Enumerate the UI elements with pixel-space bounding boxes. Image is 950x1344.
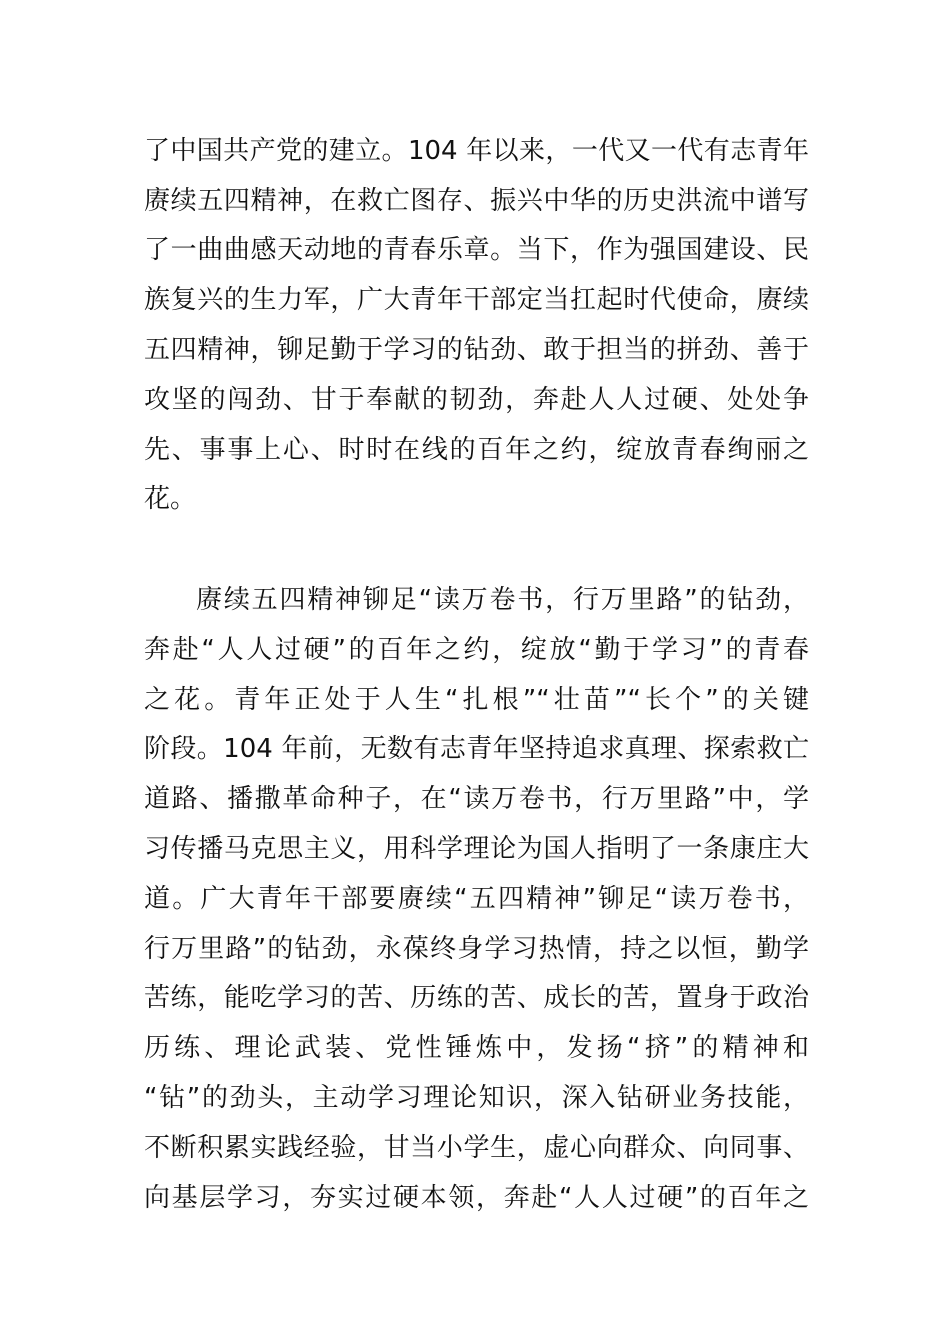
paragraph-1-line-8: 花。 <box>144 484 197 514</box>
paragraph-2-line-9: 苦练，能吃学习的苦、历练的苦、成长的苦，置身于政治 <box>144 983 809 1013</box>
paragraph-1-line-6: 攻坚的闯劲、甘于奉献的韧劲，奔赴人人过硬、处处争 <box>144 385 809 415</box>
paragraph-2-line-13: 向基层学习，夯实过硬本领，奔赴“人人过硬”的百年之 <box>144 1183 809 1213</box>
paragraph-1-line-7: 先、事事上心、时时在线的百年之约，绽放青春绚丽之 <box>144 435 809 465</box>
paragraph-1-line-3: 了一曲曲感天动地的青春乐章。当下，作为强国建设、民 <box>144 235 809 265</box>
paragraph-2-line-4: 阶段。104 年前，无数有志青年坚持追求真理、探索救亡 <box>144 734 809 764</box>
paragraph-1-line-2: 赓续五四精神，在救亡图存、振兴中华的历史洪流中谱写 <box>144 186 809 216</box>
paragraph-2-line-2: 奔赴“人人过硬”的百年之约，绽放“勤于学习”的青春 <box>144 635 809 665</box>
paragraph-1-line-4: 族复兴的生力军，广大青年干部定当扛起时代使命，赓续 <box>144 285 809 315</box>
paragraph-2-line-10: 历练、理论武装、党性锤炼中，发扬“挤”的精神和 <box>144 1033 809 1063</box>
paragraph-2-line-8: 行万里路”的钻劲，永葆终身学习热情，持之以恒，勤学 <box>144 934 809 964</box>
paragraph-1-line-5: 五四精神，铆足勤于学习的钻劲、敢于担当的拼劲、善于 <box>144 335 809 365</box>
paragraph-2-line-3: 之花。青年正处于人生“扎根”“壮苗”“长个”的关键 <box>144 685 809 715</box>
paragraph-2-line-7: 道。广大青年干部要赓续“五四精神”铆足“读万卷书， <box>144 884 809 914</box>
paragraph-2-line-12: 不断积累实践经验，甘当小学生，虚心向群众、向同事、 <box>144 1133 809 1163</box>
paragraph-2-line-6: 习传播马克思主义，用科学理论为国人指明了一条康庄大 <box>144 834 809 864</box>
paragraph-2-line-11: “钻”的劲头，主动学习理论知识，深入钻研业务技能， <box>144 1083 809 1113</box>
paragraph-1-line-1: 了中国共产党的建立。104 年以来，一代又一代有志青年 <box>144 136 809 166</box>
paragraph-2-line-1: 赓续五四精神铆足“读万卷书，行万里路”的钻劲， <box>196 585 809 615</box>
paragraph-2-line-5: 道路、播撒革命种子，在“读万卷书，行万里路”中，学 <box>144 784 809 814</box>
